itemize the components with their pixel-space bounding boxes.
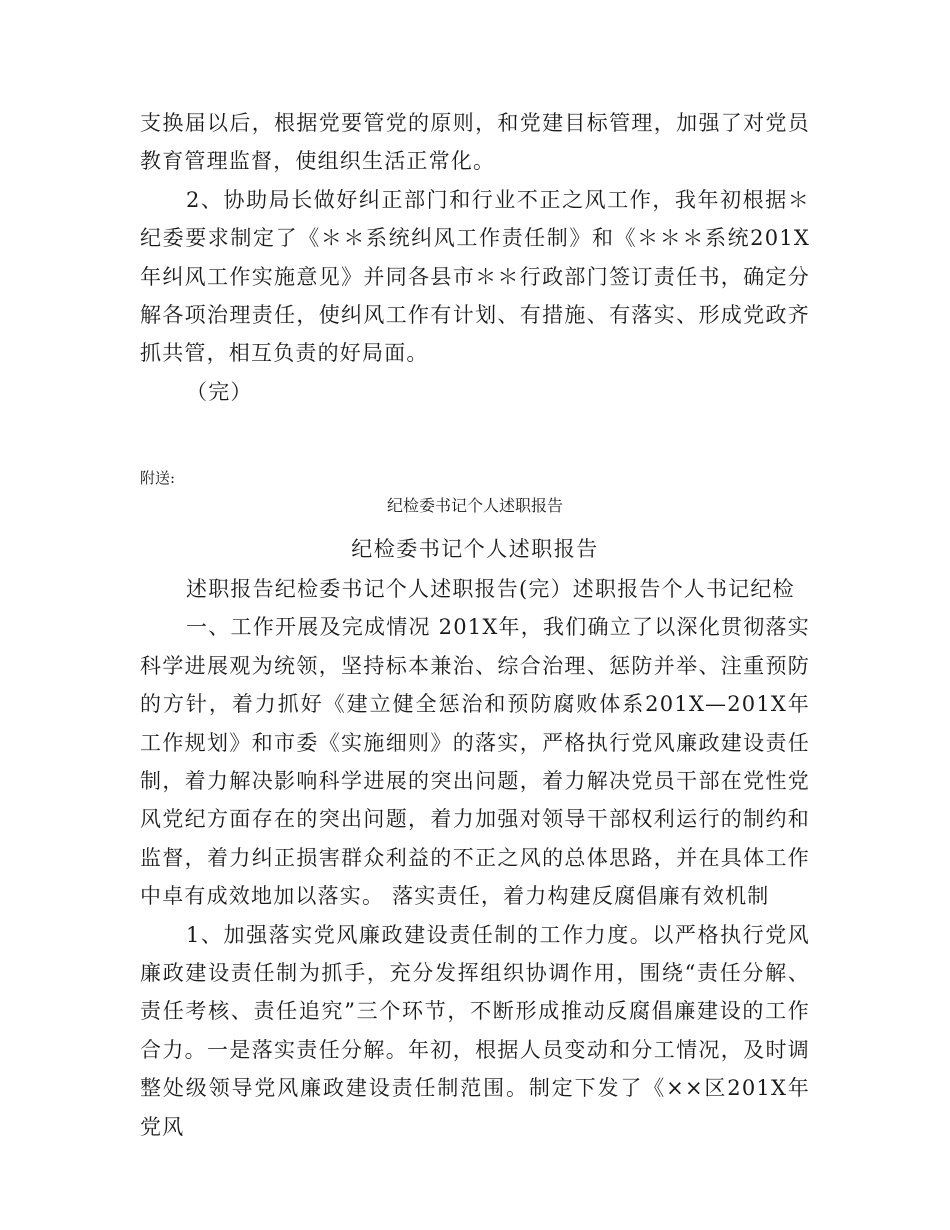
end-mark: （完） <box>186 379 253 404</box>
continuation-paragraph-2: 2、协助局长做好纠正部门和行业不正之风工作，我年初根据＊纪委要求制定了《＊＊系统纠风工作责任制》和《＊＊＊系统201X年纠风工作实施意见》并同各县市＊＊行政部门签订责任书，确定分解各项治理责任，使纠风工作有计划、有措施、有落实、形成党政齐抓共管，相互负责的好局面。 <box>140 187 810 366</box>
report-body <box>140 570 810 1146</box>
report-paragraph-3: 1、加强落实党风廉政建设责任制的工作力度。以严格执行党风廉政建设责任制为抓手，充分发挥组织协调作用，围绕“责任分解、责任考核、责任追究”三个环节，不断形成推动反腐倡廉建设的工作合力。一是落实责任分解。年初，根据人员变动和分工情况，及时调整处级领导党风廉政建设责任制范围。制定下发了《××区201X年党风 <box>140 922 810 1139</box>
report-paragraph-2: 一、工作开展及完成情况 201X年，我们确立了以深化贯彻落实科学进展观为统领，坚持标本兼治、综合治理、惩防并举、注重预防的方针，着力抓好《建立健全惩治和预防腐败体系201X—201X年工作规划》和市委《实施细则》的落实，严格执行党风廉政建设责任制，着力解决影响科学进展的突出问题，着力解决党员干部在党性党风党纪方面存在的突出问题，着力加强对领导干部权利运行的制约和监督，着力纠正损害群众利益的不正之风的总体思路，并在具体工作中卓有成效地加以落实。 落实责任，着力构建反腐倡廉有效机制 <box>140 615 810 909</box>
report-title: 纪检委书记个人述职报告 <box>351 537 599 561</box>
continuation-paragraph-1: 支换届以后，根据党要管党的原则，和党建目标管理，加强了对党员教育管理监督，使组织生活正常化。 <box>140 111 810 174</box>
appendix-small-title: 纪检委书记个人述职报告 <box>386 496 563 515</box>
report-paragraph-1: 述职报告纪检委书记个人述职报告(完）述职报告个人书记纪检 <box>186 577 795 601</box>
continuation-section <box>140 104 810 411</box>
appendix-label: 附送: <box>140 469 176 487</box>
